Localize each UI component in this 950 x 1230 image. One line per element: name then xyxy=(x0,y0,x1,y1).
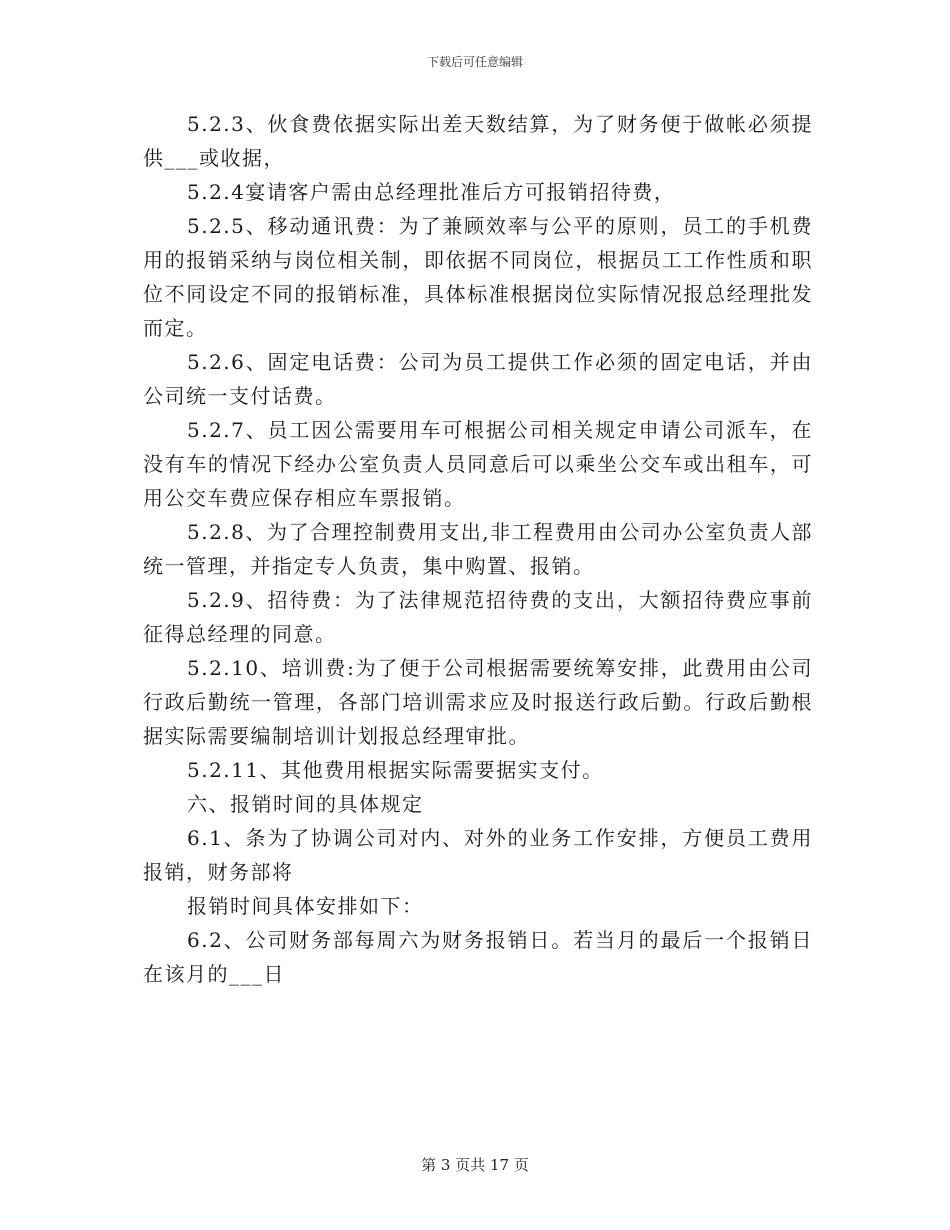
paragraph-5-2-8: 5.2.8、为了合理控制费用支出,非工程费用由公司办公室负责人部统一管理，并指定专人负责，集中购置、报销。 xyxy=(143,520,813,578)
paragraph-5-2-11: 5.2.11、其他费用根据实际需要据实支付。 xyxy=(187,758,604,782)
paragraph-6-1-continued: 报销时间具体安排如下： xyxy=(187,894,424,918)
section-heading-6: 六、报销时间的具体规定 xyxy=(187,792,424,816)
paragraph-5-2-4: 5.2.4宴请客户需由总经理批准后方可报销招待费， xyxy=(187,180,676,204)
paragraph-5-2-5: 5.2.5、移动通讯费：为了兼顾效率与公平的原则，员工的手机费用的报销采纳与岗位相关制，即依据不同岗位，根据员工工作性质和职位不同设定不同的报销标准，具体标准根据岗位实际情况报总经理批发而定。 xyxy=(143,214,813,340)
paragraph-5-2-7: 5.2.7、员工因公需要用车可根据公司相关规定申请公司派车，在没有车的情况下经办公室负责人员同意后可以乘坐公交车或出租车，可用公交车费应保存相应车票报销。 xyxy=(143,418,813,510)
paragraph-5-2-9: 5.2.9、招待费：为了法律规范招待费的支出，大额招待费应事前征得总经理的同意。 xyxy=(143,588,813,646)
page-header: 下载后可任意编辑 xyxy=(426,55,523,69)
page-number: 第 3 页共 17 页 xyxy=(421,1156,529,1174)
paragraph-5-2-10: 5.2.10、培训费:为了便于公司根据需要统筹安排，此费用由公司行政后勤统一管理，各部门培训需求应及时报送行政后勤。行政后勤根据实际需要编制培训计划报总经理审批。 xyxy=(143,656,813,748)
paragraph-5-2-3: 5.2.3、伙食费依据实际出差天数结算，为了财务便于做帐必须提供___或收据， xyxy=(143,112,813,170)
paragraph-6-2: 6.2、公司财务部每周六为财务报销日。若当月的最后一个报销日在该月的___日 xyxy=(143,928,813,986)
document-body xyxy=(143,107,813,991)
paragraph-6-1: 6.1、条为了协调公司对内、对外的业务工作安排，方便员工费用报销，财务部将 xyxy=(143,826,813,884)
paragraph-5-2-6: 5.2.6、固定电话费：公司为员工提供工作必须的固定电话，并由公司统一支付话费。 xyxy=(143,350,813,408)
